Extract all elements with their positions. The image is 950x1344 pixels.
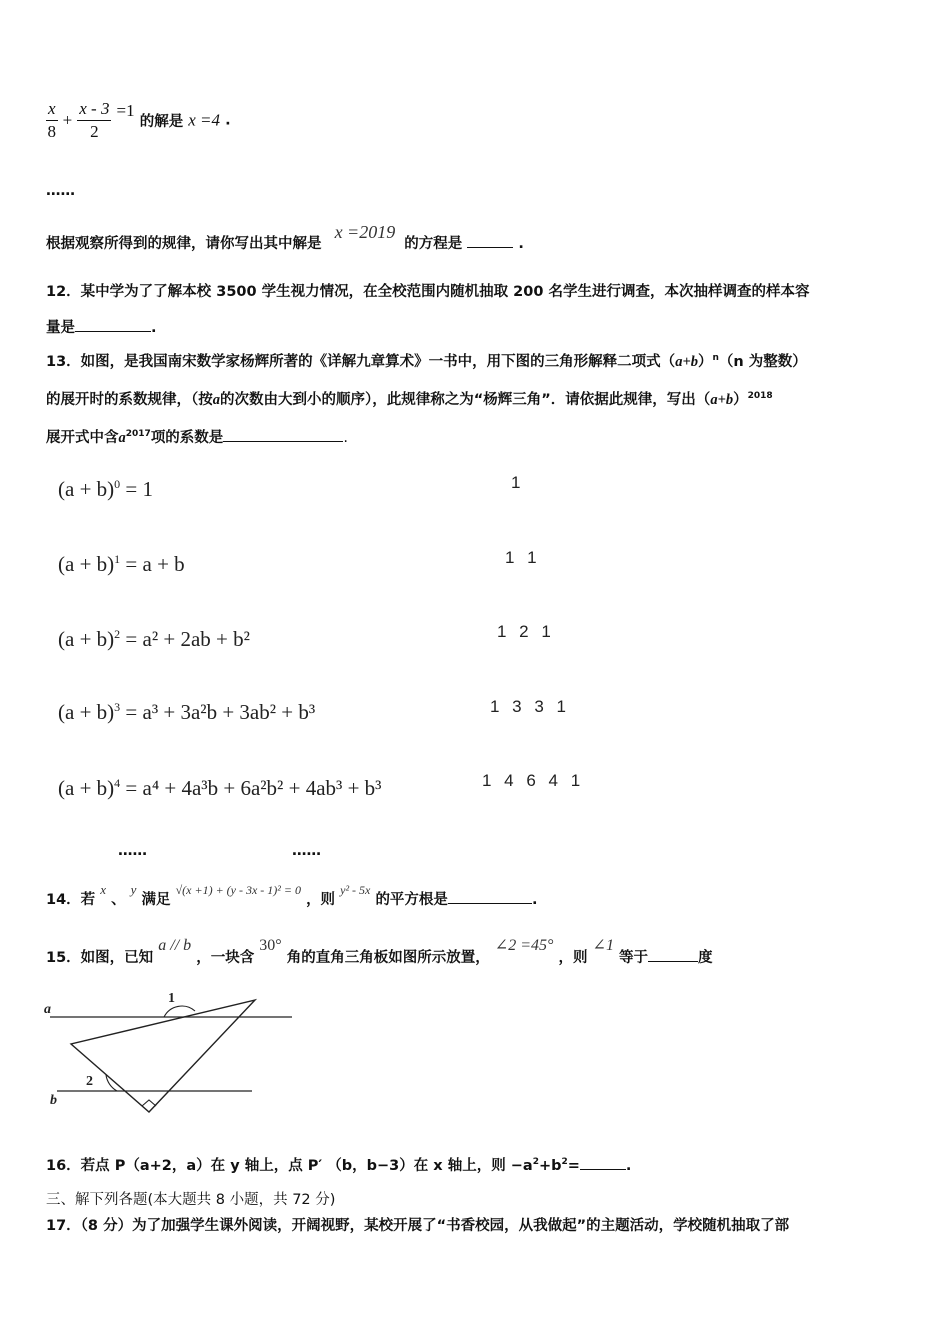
exponent-2018: 2018 <box>747 391 773 402</box>
equals-one: =1 <box>116 100 135 120</box>
period: . <box>518 236 524 252</box>
period: . <box>531 892 538 908</box>
fraction-x-over-8 <box>46 98 58 143</box>
prompt-math: x =2019 <box>334 222 396 242</box>
paren: ） <box>733 392 748 408</box>
period: . <box>225 112 231 129</box>
lhs: (a + b) <box>58 627 115 651</box>
fraction-numerator: x <box>46 98 58 121</box>
rhs: = a² + 2ab + b² <box>120 627 250 651</box>
exponent-n: n <box>712 353 719 364</box>
answer-blank[interactable] <box>648 947 698 962</box>
lhs: (a + b) <box>58 700 115 724</box>
power: 3 <box>114 700 121 714</box>
period: . <box>625 1158 632 1174</box>
right-angle-mark <box>142 1100 156 1106</box>
rhs: = a + b <box>120 552 185 576</box>
q15-text-5: 等于 <box>619 950 648 966</box>
power: 4 <box>114 776 121 790</box>
q16-text-2: +b <box>538 1158 562 1174</box>
condition-equation: √(x +1) + (y - 3x - 1)² = 0 <box>175 883 301 897</box>
q11-equation <box>46 98 231 143</box>
label-2: 2 <box>86 1074 93 1089</box>
q12-line1: 12．某中学为了了解本校 3500 学生视力情况，在全校范围内随机抽取 200 名学生进行调查，本次抽样调查的样本容 <box>46 284 810 300</box>
q13-text-2: 的次数由大到小的顺序），此规律称之为“杨辉三角”．请依据此规律，写出（ <box>220 392 711 408</box>
expansion-row-4 <box>58 776 381 801</box>
answer-blank[interactable] <box>75 317 151 332</box>
target-expression: y² - 5x <box>340 883 371 897</box>
q13-line1 <box>46 350 807 371</box>
q13-line2 <box>46 388 773 409</box>
var-a: a <box>118 430 126 446</box>
q14-text: 14．若 <box>46 892 96 908</box>
rhs: = a³ + 3a²b + 3ab² + b³ <box>120 700 316 724</box>
q15-text: 15．如图，已知 <box>46 950 154 966</box>
expansion-row-2 <box>58 627 250 652</box>
coefficient-row-4: 1 4 6 4 1 <box>482 771 585 790</box>
solution-label: 的解是 <box>139 114 184 130</box>
binomial: a+b <box>710 392 734 408</box>
label-1: 1 <box>168 991 175 1006</box>
q13-text-2: （n 为整数） <box>718 354 807 370</box>
q13-text: 展开式中含 <box>46 430 119 446</box>
exponent: 2 <box>532 1157 539 1168</box>
q15-text-4: ，则 <box>558 950 588 966</box>
answer-blank[interactable] <box>580 1155 626 1170</box>
lhs: (a + b) <box>58 552 115 576</box>
parallel-statement: a // b <box>158 937 192 954</box>
q15-text-3: 角的直角三角板如图所示放置， <box>286 950 490 966</box>
degree-unit: 度 <box>698 950 713 966</box>
exponent-2017: 2017 <box>125 429 151 440</box>
q13-line3 <box>46 426 348 447</box>
var-y: y <box>130 882 137 897</box>
coefficient-row-1: 1 1 <box>505 548 541 567</box>
coefficient-row-3: 1 3 3 1 <box>490 697 570 716</box>
rhs: = a⁴ + 4a³b + 6a²b² + 4ab³ + b³ <box>120 776 382 800</box>
q17-line1: 17．（8 分）为了加强学生课外阅读，开阔视野，某校开展了“书香校园，从我做起”的主题活动，学校随机抽取了部 <box>46 1218 790 1234</box>
q13-text-2: 项的系数是 <box>150 430 224 446</box>
prompt-text-2: 的方程是 <box>404 236 463 252</box>
expansion-row-1 <box>58 552 185 577</box>
q16-text: 16．若点 P（a+2，a）在 y 轴上，点 P′ （b，b−3）在 x 轴上，则 −a <box>46 1158 533 1174</box>
prompt-text: 根据观察所得到的规律，请你写出其中解是 <box>46 236 322 252</box>
coefficient-row-0: 1 <box>511 473 525 492</box>
q12-line2 <box>46 316 157 337</box>
power: 0 <box>114 477 121 491</box>
q16-line <box>46 1154 631 1175</box>
q14-line <box>46 878 538 908</box>
binomial: a+b <box>675 354 698 370</box>
lhs: (a + b) <box>58 477 115 501</box>
expansion-row-3 <box>58 700 315 725</box>
q11-dots: …… <box>46 183 75 199</box>
q14-text-4: 的平方根是 <box>375 892 448 908</box>
q13-text: 的展开时的系数规律，（按 <box>46 392 213 408</box>
label-a: a <box>44 1002 51 1017</box>
triangle-parallel-lines-figure <box>40 990 300 1120</box>
answer-blank[interactable] <box>223 427 343 442</box>
var-x: x <box>100 882 107 897</box>
answer-blank[interactable] <box>448 889 532 904</box>
equals: = <box>567 1158 580 1174</box>
angle-1: ∠1 <box>592 937 614 954</box>
angle-2-value: ∠2 =45° <box>494 937 554 954</box>
fraction-denominator: 2 <box>90 122 99 141</box>
thirty-degree: 30° <box>259 937 282 954</box>
lhs: (a + b) <box>58 776 115 800</box>
q12-text: 量是 <box>46 320 75 336</box>
period: . <box>343 430 348 446</box>
power: 1 <box>114 552 121 566</box>
solution-value: x =4 <box>188 110 221 130</box>
label-b: b <box>50 1093 57 1108</box>
rhs: = 1 <box>120 477 153 501</box>
paren: ） <box>697 354 713 370</box>
fraction-x-minus-3-over-2 <box>77 98 111 143</box>
expansion-row-0 <box>58 477 153 502</box>
fraction-denominator: 8 <box>47 122 57 141</box>
q13-text: 13．如图，是我国南宋数学家杨辉所著的《详解九章算术》一书中，用下图的三角形解释二项式（ <box>46 354 676 370</box>
separator: 、 <box>111 892 126 908</box>
q15-text-2: ，一块含 <box>196 950 255 966</box>
dots-left: …… <box>118 843 147 859</box>
exponent: 2 <box>561 1157 568 1168</box>
period: . <box>151 320 157 336</box>
fraction-numerator: x - 3 <box>77 98 111 121</box>
var-a: a <box>212 392 220 408</box>
section-3-title: 三、解下列各题(本大题共 8 小题，共 72 分) <box>46 1192 336 1208</box>
q14-text-2: 满足 <box>141 892 171 908</box>
power: 2 <box>114 627 121 641</box>
coefficient-row-2: 1 2 1 <box>497 622 555 641</box>
q15-line <box>46 934 713 966</box>
q14-text-3: ，则 <box>306 892 336 908</box>
answer-blank[interactable] <box>467 233 513 248</box>
plus-sign: + <box>62 110 73 130</box>
q11-prompt <box>46 222 524 252</box>
dots-right: …… <box>292 843 321 859</box>
